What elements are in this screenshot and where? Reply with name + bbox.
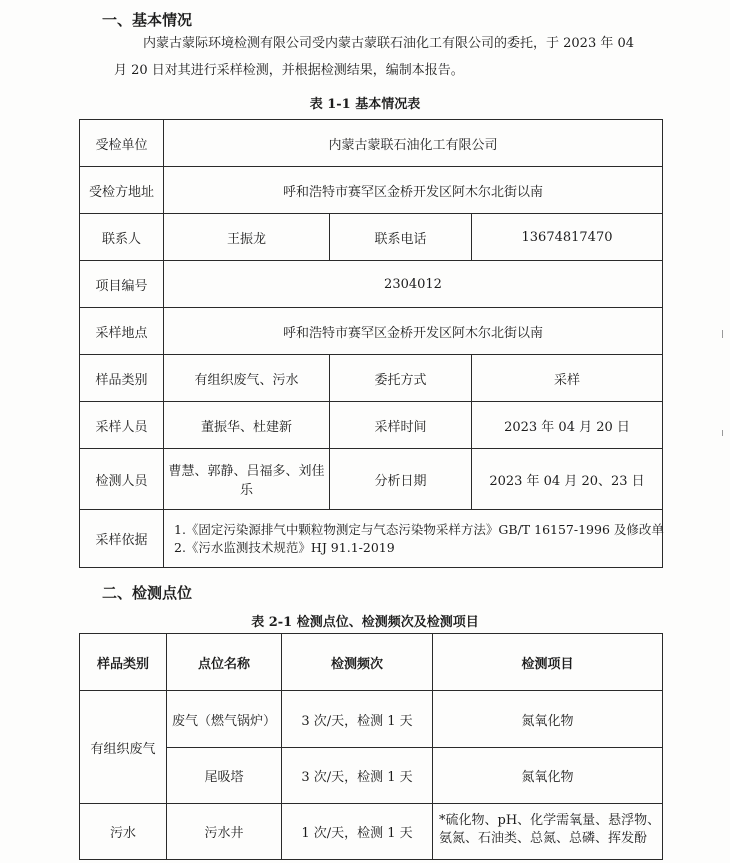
- header-items: 检测项目: [433, 634, 663, 691]
- table-row: [80, 167, 663, 214]
- row-label-sampling-time: 采样时间: [330, 402, 472, 449]
- point-name: 废气（燃气锅炉）: [167, 691, 282, 748]
- items-line-2: 氨氮、石油类、总氮、总磷、挥发酚: [439, 831, 648, 846]
- address-value: 呼和浩特市赛罕区金桥开发区阿木尔北街以南: [164, 167, 663, 214]
- row-label-commission: 委托方式: [330, 355, 472, 402]
- row-label-tester: 检测人员: [80, 449, 164, 510]
- frequency: 3 次/天，检测 1 天: [282, 748, 433, 804]
- unit-value: 内蒙古蒙联石油化工有限公司: [164, 120, 663, 167]
- row-label-category: 样品类别: [80, 355, 164, 402]
- test-item: 氮氧化物: [433, 748, 663, 804]
- frequency: 1 次/天，检测 1 天: [282, 804, 433, 860]
- row-label-analysis-date: 分析日期: [330, 449, 472, 510]
- items-line-1: *硫化物、pH、化学需氧量、悬浮物、: [439, 813, 661, 828]
- test-item: 氮氧化物: [433, 691, 663, 748]
- phone-value: 13674817470: [472, 214, 663, 261]
- row-label-address: 受检方地址: [80, 167, 164, 214]
- basis-value: [164, 510, 663, 568]
- test-points-table: [79, 633, 663, 860]
- table-row: [80, 261, 663, 308]
- basic-info-table: [79, 119, 663, 568]
- table-2-1-caption: 表 2-1 检测点位、检测频次及检测项目: [251, 615, 479, 630]
- table-row: [80, 691, 663, 748]
- basis-line-2: 2.《污水监测技术规范》HJ 91.1-2019: [174, 539, 395, 555]
- point-name: 尾吸塔: [167, 748, 282, 804]
- header-category: 样品类别: [80, 634, 167, 691]
- site-value: 呼和浩特市赛罕区金桥开发区阿木尔北街以南: [164, 308, 663, 355]
- row-label-basis: 采样依据: [80, 510, 164, 568]
- frequency: 3 次/天，检测 1 天: [282, 691, 433, 748]
- table-row: [80, 804, 663, 860]
- project-value: 2304012: [164, 261, 663, 308]
- header-frequency: 检测频次: [282, 634, 433, 691]
- test-items-wastewater: [433, 804, 663, 860]
- row-label-contact: 联系人: [80, 214, 164, 261]
- commission-value: 采样: [472, 355, 663, 402]
- sampling-time-value: 2023 年 04 月 20 日: [472, 402, 663, 449]
- intro-paragraph-line-2: 月 20 日对其进行采样检测，并根据检测结果，编制本报告。: [114, 63, 464, 78]
- table-row: [80, 308, 663, 355]
- row-label-site: 采样地点: [80, 308, 164, 355]
- row-label-phone: 联系电话: [330, 214, 472, 261]
- point-name: 污水井: [167, 804, 282, 860]
- table-row: [80, 748, 663, 804]
- scan-mark: [722, 430, 723, 436]
- row-label-project: 项目编号: [80, 261, 164, 308]
- category-waste-gas: 有组织废气: [80, 691, 167, 804]
- section-heading-basic-info: 一、基本情况: [102, 11, 193, 29]
- row-label-unit: 受检单位: [80, 120, 164, 167]
- category-value: 有组织废气、污水: [164, 355, 330, 402]
- intro-paragraph-line-1: 内蒙古蒙际环境检测有限公司受内蒙古蒙联石油化工有限公司的委托，于 2023 年 04: [143, 36, 635, 51]
- category-wastewater: 污水: [80, 804, 167, 860]
- row-label-sampler: 采样人员: [80, 402, 164, 449]
- table-row: [80, 214, 663, 261]
- table-row: [80, 120, 663, 167]
- scan-mark: [722, 330, 723, 338]
- table-1-1-caption: 表 1-1 基本情况表: [309, 97, 421, 112]
- basis-line-1: 1.《固定污染源排气中颗粒物测定与气态污染物采样方法》GB/T 16157-1996 及修改单: [174, 521, 664, 537]
- section-heading-test-points: 二、检测点位: [102, 584, 193, 602]
- contact-value: 王振龙: [164, 214, 330, 261]
- table-row: [80, 510, 663, 568]
- table-header-row: [80, 634, 663, 691]
- sampler-value: 董振华、杜建新: [164, 402, 330, 449]
- header-point: 点位名称: [167, 634, 282, 691]
- analysis-date-value: 2023 年 04 月 20、23 日: [472, 449, 663, 510]
- table-row: [80, 449, 663, 510]
- table-row: [80, 355, 663, 402]
- tester-value: 曹慧、郭静、吕福多、刘佳乐: [164, 449, 330, 510]
- table-row: [80, 402, 663, 449]
